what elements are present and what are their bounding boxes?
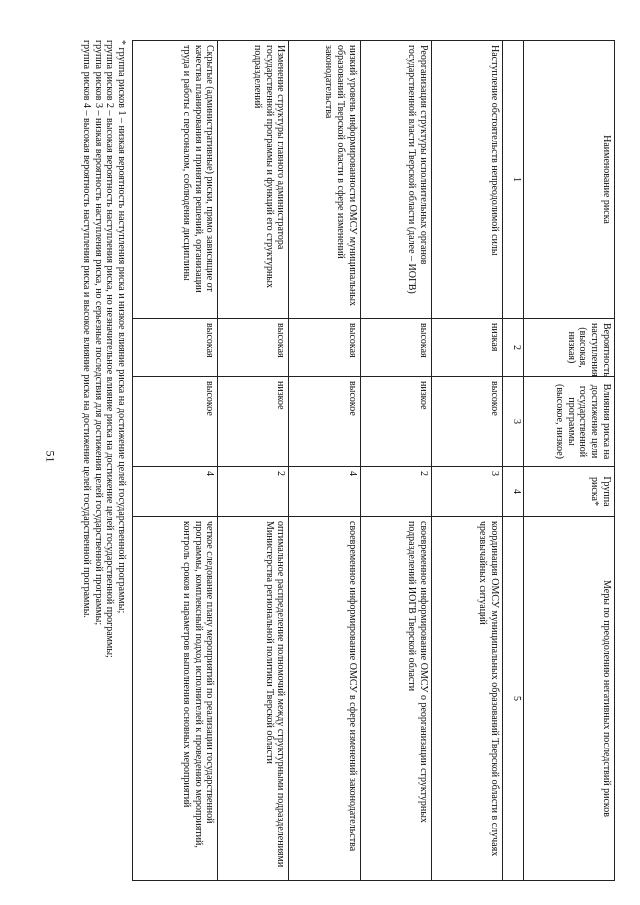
header-risk-group: Группа риска* (524, 467, 615, 517)
footnote: группа рисков 2 – высокая вероятность наступления риска, но незначительное влияние риска на достижение целей государственной программы; (104, 40, 116, 658)
table-row (133, 41, 218, 881)
measures-cell: своевременное информирование ОМСУ в сфере изменений законодательства (289, 517, 360, 881)
risk-name-cell: низкий уровень информированности ОМСУ муниципальных образований Тверской области в сфере изменений законодательства (289, 41, 360, 319)
column-number: 4 (502, 467, 523, 517)
measures-cell: своевременное информирование ОМСУ о реорганизации структурных подразделений ИОГВ Тверской области (360, 517, 431, 881)
measures-cell: четкое следование плану мероприятий по реализации государственной программы, комплексный подход исполнителей к проведению мероприятий, контроль сроков и параметров выполнения основных мероприятий (133, 517, 218, 881)
measures-cell: координация ОМСУ муниципальных образований Тверской области в случаях чрезвычайных ситуаций (431, 517, 502, 881)
probability-cell: низкая (431, 319, 502, 377)
risk-group-cell: 4 (133, 467, 218, 517)
risk-name-cell: Наступление обстоятельств непреодолимой силы (431, 41, 502, 319)
header-measures: Меры по преодолению негативных последствий рисков (524, 517, 615, 881)
footnote: группа рисков 3 – низкая вероятность наступления риска, но серьезные последствия для достижения целей государственной программы; (92, 40, 104, 626)
column-number: 3 (502, 377, 523, 467)
table-row (431, 41, 502, 881)
table-row (289, 41, 360, 881)
footnote: * группа рисков 1 – низкая вероятность наступления риска и низкое влияние риска на достижение целей государственной программы; (116, 40, 127, 614)
table-header-row (524, 41, 615, 881)
column-number-row (502, 41, 523, 881)
risk-name-cell: Реорганизация структуры исполнительных органов государственной власти Тверской области (далее – ИОГВ) (360, 41, 431, 319)
column-number: 1 (502, 41, 523, 319)
risk-group-cell: 2 (218, 467, 289, 517)
probability-cell: высокая (133, 319, 218, 377)
page-number: 51 (43, 450, 58, 463)
header-impact: Влияния риска на достижение цели государственной программы (высокое, низкое) (524, 377, 615, 467)
impact-cell: высокое (289, 377, 360, 467)
sheet-content (75, 40, 615, 880)
table-row (218, 41, 289, 881)
footnote: группа рисков 4 – высокая вероятность наступления риска и высокое влияние риска на достижение целей государственной программы. (81, 40, 93, 618)
header-risk-name: Наименование риска (524, 41, 615, 319)
measures-cell: оптимальное распределение полномочий между структурными подразделениями Министерства региональной политики Тверской области (218, 517, 289, 881)
risk-name-cell: Скрытые (административные) риски, прямо зависящие от качества планирования и принятия решений, организации труда и работы с персоналом, соблюдения дисциплины (133, 41, 218, 319)
risk-table (132, 40, 615, 881)
impact-cell: высокое (133, 377, 218, 467)
risk-group-cell: 3 (431, 467, 502, 517)
table-row (360, 41, 431, 881)
risk-group-cell: 4 (289, 467, 360, 517)
impact-cell: низкое (218, 377, 289, 467)
header-probability: Вероятность наступления (высокая, низкая) (524, 319, 615, 377)
probability-cell: высокая (289, 319, 360, 377)
risk-name-cell: Изменение структуры главного администратора государственной программы и функций его структурных подразделений (218, 41, 289, 319)
probability-cell: высокая (218, 319, 289, 377)
impact-cell: высокое (431, 377, 502, 467)
risk-group-cell: 2 (360, 467, 431, 517)
probability-cell: высокая (360, 319, 431, 377)
column-number: 5 (502, 517, 523, 881)
impact-cell: низкое (360, 377, 431, 467)
rotated-sheet (75, 40, 615, 880)
column-number: 2 (502, 319, 523, 377)
footnotes (81, 40, 127, 880)
